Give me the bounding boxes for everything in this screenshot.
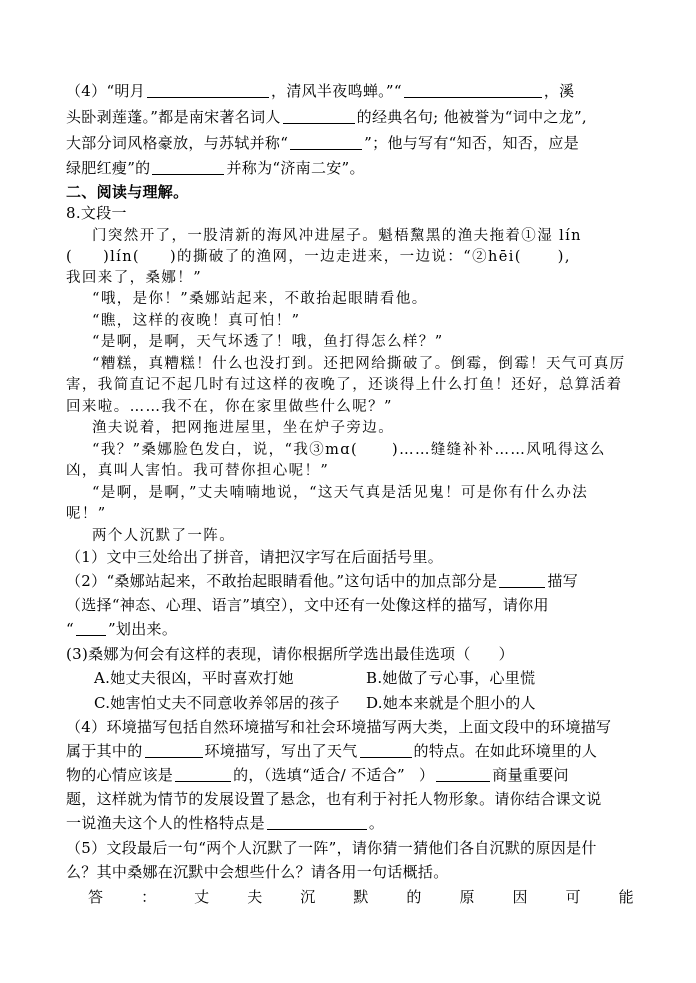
answer-char: 沉 <box>300 888 316 906</box>
answer-char: 因 <box>512 888 528 906</box>
section-heading: 二、阅读与理解。 <box>66 183 189 201</box>
passage-text: )lín( <box>103 249 140 265</box>
question-text: 的，（选填“适合/ 不适合” <box>233 766 405 784</box>
question-text: 属于其中的 <box>66 742 143 760</box>
question-text: 的特点。在如此环境里的人 <box>413 742 598 760</box>
q4-text: 并称为“济南二安”。 <box>226 159 365 177</box>
question-4-line-5 <box>66 812 636 833</box>
answer-blank[interactable] <box>147 83 269 98</box>
question-text: 物的心情应该是 <box>66 766 174 784</box>
answer-char: 答 <box>88 888 104 906</box>
answer-char: 默 <box>353 888 369 906</box>
q4-line-2 <box>66 106 636 127</box>
question-3 <box>66 643 636 664</box>
question-text: 。 <box>368 814 385 832</box>
passage-text: “我？”桑娜脸色发白，说，“我③mɑ( <box>92 442 359 458</box>
passage-line: “糟糕，真糟糕！什么也没打到。还把网给撕破了。倒霉，倒霉！天气可真厉 <box>92 356 626 372</box>
passage-line <box>92 438 636 459</box>
passage-line: “是啊，是啊，天气坏透了！哦，鱼打得怎么样？” <box>92 334 444 350</box>
question-4-line-2 <box>66 740 636 761</box>
answer-char: 可 <box>565 888 581 906</box>
passage-text: ( <box>66 249 74 265</box>
answer-blank[interactable] <box>499 573 545 588</box>
passage-line: 渔夫说着，把网拖进屋里，坐在炉子旁边。 <box>92 420 395 436</box>
option-a[interactable]: A.她丈夫很凶，平时喜欢打她 <box>94 669 294 687</box>
question-text: “ <box>66 620 74 638</box>
question-2-line-1 <box>66 570 636 591</box>
question-text: 一说渔夫这个人的性格特点是 <box>66 814 265 832</box>
answer-blank[interactable] <box>283 109 355 124</box>
answer-blank[interactable] <box>152 160 224 175</box>
q4-text: 大部分词风格豪放，与苏轼并称“ <box>66 134 289 152</box>
question-5-line-1: （5）文段最后一句“两个人沉默了一阵”，请你猜一猜他们各自沉默的原因是什 <box>66 839 597 857</box>
question-4-line-3 <box>66 764 636 785</box>
passage-line: 凶，真叫人害怕。我可替你担心呢！” <box>66 463 330 479</box>
q4-text: 的经典名句; 他被誉为“词中之龙”, <box>356 108 587 126</box>
question-text: ”划出来。 <box>107 620 178 638</box>
passage-line <box>66 245 636 266</box>
question-4-line-4: 题，这样就为情节的发展设置了悬念，也有利于衬托人物形象。请你结合课文说 <box>66 790 602 808</box>
passage-line: 害，我简直记不起几时有过这样的夜晚了，还谈得上什么打鱼！还好，总算活着 <box>66 377 623 393</box>
option-c[interactable]: C.她害怕丈夫不同意收养邻居的孩子 <box>94 694 340 712</box>
passage-text: 门突然开了，一股清新的海风冲进屋子。魁梧黧黑的渔夫拖着①湿 lín <box>92 228 582 244</box>
question-text: ） <box>498 645 514 663</box>
passage-text: )……缝缝补补……风吼得这么 <box>392 442 606 458</box>
passage-line: 两个人沉默了一阵。 <box>92 528 236 544</box>
passage-line: “是啊，是啊，”丈夫喃喃地说，“这天气真是活见鬼！可是你有什么办法 <box>92 485 589 501</box>
answer-blank[interactable] <box>145 743 203 758</box>
answer-char: 的 <box>406 888 422 906</box>
q4-line-4 <box>66 157 636 178</box>
question-text: 商量重要问 <box>492 766 569 784</box>
question-5-line-2: 么？其中桑娜在沉默中会想些什么？请各用一句话概括。 <box>66 863 449 881</box>
passage-text: )的撕破了的渔网，一边走进来，一边说：“②hēi( <box>170 249 522 265</box>
answer-char: 丈 <box>194 888 210 906</box>
passage-line: 呢！” <box>66 506 107 522</box>
answer-char: 夫 <box>247 888 263 906</box>
answer-blank[interactable] <box>267 815 367 830</box>
option-d[interactable]: D.她本来就是个胆小的人 <box>366 694 536 712</box>
q4-text: 绿肥红瘦”的 <box>66 159 151 177</box>
answer-char: 原 <box>459 888 475 906</box>
question-1: （1）文中三处给出了拼音，请把汉字写在后面括号里。 <box>66 548 444 566</box>
q4-line-3 <box>66 132 636 153</box>
q4-line-1 <box>66 80 636 101</box>
answer-blank[interactable] <box>76 621 106 636</box>
question-text: ） <box>418 766 435 784</box>
question-number: 8.文段一 <box>66 204 127 222</box>
question-text: 环境描写，写出了天气 <box>204 742 358 760</box>
passage-text: ), <box>557 249 571 265</box>
answer-line <box>88 886 634 907</box>
q4-text: （4）“明月 <box>66 82 146 100</box>
q4-text: ，溪 <box>543 82 575 100</box>
passage-line: “哦，是你！”桑娜站起来，不敢抬起眼睛看他。 <box>92 291 428 307</box>
q4-text: ”；他与写有“知否，知否，应是 <box>364 134 580 152</box>
question-2-line-2: （选择“神态、心理、语言”填空），文中还有一处像这样的描写，请你用 <box>66 596 549 614</box>
q4-text: ，清风半夜鸣蝉。”“ <box>271 82 402 100</box>
answer-blank[interactable] <box>360 743 412 758</box>
passage-line: 回来啦。……我不在，你在家里做些什么呢？” <box>66 399 393 415</box>
passage-line <box>92 224 636 245</box>
answer-char: 能 <box>618 888 634 906</box>
question-2-line-3 <box>66 618 636 639</box>
answer-blank[interactable] <box>436 767 490 782</box>
answer-char: ： <box>141 888 157 906</box>
passage-line: “瞧，这样的夜晚！真可怕！” <box>92 313 301 329</box>
question-text: 描写 <box>547 572 578 590</box>
answer-blank[interactable] <box>290 135 362 150</box>
option-b[interactable]: B.她做了亏心事，心里慌 <box>366 669 536 687</box>
answer-blank[interactable] <box>175 767 231 782</box>
question-text: (3)桑娜为何会有这样的表现，请你根据所学选出最佳选项（ <box>66 645 471 663</box>
passage-line: 我回来了，桑娜！” <box>66 270 203 286</box>
q4-text: 头卧剥莲蓬。”都是南宋著名词人 <box>66 108 281 126</box>
answer-blank[interactable] <box>404 83 542 98</box>
question-text: （2）“桑娜站起来，不敢抬起眼睛看他。”这句话中的加点部分是 <box>66 572 498 590</box>
question-4-line-1: （4）环境描写包括自然环境描写和社会环境描写两大类，上面文段中的环境描写 <box>66 718 612 736</box>
